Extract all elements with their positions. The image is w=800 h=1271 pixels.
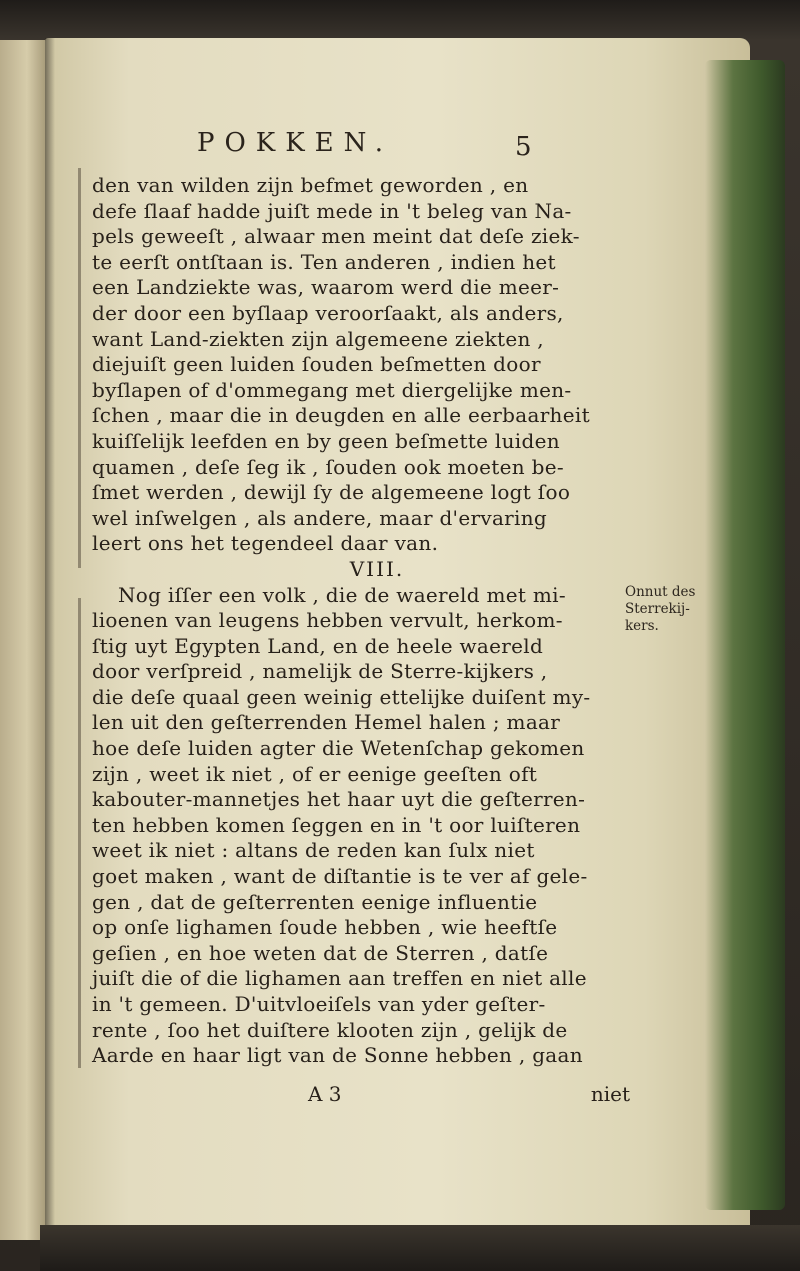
text-line: juiſt die of die lighamen aan treffen en niet alle [92, 966, 587, 991]
margin-note-line: Onnut des [625, 584, 696, 600]
bottom-shadow [40, 1225, 800, 1271]
text-line: goet maken , want de diſtantie is te ver af gele- [92, 864, 588, 889]
catchword: niet [590, 1082, 630, 1106]
margin-bracket [78, 598, 81, 1068]
text-line: gen , dat de geſterrenten eenige influentie [92, 889, 538, 914]
body-text [92, 173, 622, 1069]
text-line: hoe deſe luiden agter die Wetenſchap gekomen [92, 736, 585, 761]
section-heading: VIII. [349, 556, 405, 581]
text-line: ten hebben komen ſeggen en in 't oor luiſteren [92, 812, 581, 837]
text-line: Nog iſſer een volk , die de waereld met mi- [118, 582, 566, 607]
margin-note-line: Sterrekij- [625, 601, 690, 617]
text-line: der door een byſlaap veroorſaakt, als anders, [92, 300, 564, 325]
text-line: ſtig uyt Egypten Land, en de heele waereld [92, 633, 544, 658]
text-line: den van wilden zijn befmet geworden , en [92, 173, 529, 197]
text-line: die deſe quaal geen weinig ettelijke duiſent my- [92, 684, 591, 709]
text-line: kuiſſelijk leefden en by geen beſmette luiden [92, 428, 560, 453]
text-line: quamen , deſe ſeg ik , ſouden ook moeten be- [92, 454, 564, 479]
page-edge-binding [705, 60, 785, 1210]
signature-mark: A 3 [308, 1082, 342, 1106]
text-line: in 't gemeen. D'uitvloeiſels van yder geſter- [92, 992, 546, 1016]
facing-page-edge [0, 40, 45, 1240]
text-line: defe ſlaaf hadde juiſt mede in 't beleg van Na- [92, 198, 572, 223]
page-number: 5 [515, 132, 532, 162]
text-line: diejuiſt geen luiden ſouden beſmetten door [92, 352, 541, 377]
text-line: rente , ſoo het duiſtere klooten zijn , gelijk de [92, 1017, 568, 1042]
text-line: op onſe lighamen ſoude hebben , wie heeftſe [92, 915, 558, 940]
text-line: weet ik niet : altans de reden kan ſulx niet [92, 838, 535, 863]
text-line: len uit den geſterrenden Hemel halen ; maar [92, 710, 561, 735]
margin-note-line: kers. [625, 618, 659, 634]
running-title: POKKEN. [197, 128, 393, 158]
text-line: door verſpreid , namelijk de Sterre-kijkers , [92, 659, 548, 684]
text-line: ſchen , maar die in deugden en alle eerbaarheit [92, 403, 590, 428]
text-line: want Land-ziekten zijn algemeene ziekten , [92, 326, 544, 351]
text-line: lioenen van leugens hebben vervult, herkom- [92, 608, 563, 633]
text-line: kabouter-mannetjes het haar uyt die geſterren- [92, 787, 586, 812]
text-line: te eerſt ontſtaan is. Ten anderen , indien het [92, 249, 556, 274]
text-line: Aarde en haar ligt van de Sonne hebben , gaan [92, 1043, 583, 1068]
text-line: leert ons het tegendeel daar van. [92, 531, 439, 556]
text-line: pels geweeſt , alwaar men meint dat deſe ziek- [92, 224, 580, 249]
text-line: geſien , en hoe weten dat de Sterren , datſe [92, 940, 549, 965]
text-line: byſlapen of d'ommegang met diergelijke men- [92, 377, 572, 402]
text-line: wel inſwelgen , als andere, maar d'ervaring [92, 505, 548, 530]
margin-note [625, 584, 705, 635]
text-line: ſmet werden , dewijl ſy de algemeene logt ſoo [92, 480, 571, 505]
page-gutter [45, 38, 55, 1243]
text-line: een Landziekte was, waarom werd die meer- [92, 275, 560, 300]
page-header [45, 128, 750, 168]
margin-bracket [78, 168, 81, 568]
page-footer [300, 1082, 630, 1108]
text-line: zijn , weet ik niet , of er eenige geeſten oft [92, 761, 538, 786]
